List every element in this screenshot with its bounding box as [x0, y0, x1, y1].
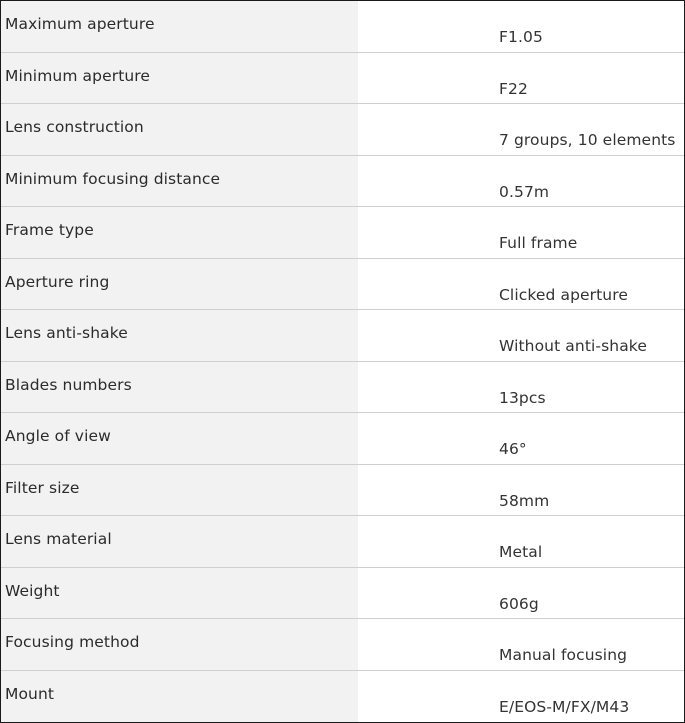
spec-label: Lens construction: [1, 104, 358, 156]
spec-value: 7 groups, 10 elements: [358, 104, 684, 156]
spec-label: Minimum aperture: [1, 53, 358, 105]
spec-label: Lens material: [1, 516, 358, 568]
spec-value: F1.05: [358, 1, 684, 53]
spec-label: Mount: [1, 671, 358, 723]
spec-value: Clicked aperture: [358, 259, 684, 311]
spec-label: Minimum focusing distance: [1, 156, 358, 208]
spec-value: E/EOS-M/FX/M43: [358, 671, 684, 723]
spec-label: Filter size: [1, 465, 358, 517]
spec-label: Lens anti-shake: [1, 310, 358, 362]
spec-value: Without anti-shake: [358, 310, 684, 362]
spec-value: 46°: [358, 413, 684, 465]
spec-value: 13pcs: [358, 362, 684, 414]
spec-value: 58mm: [358, 465, 684, 517]
spec-label: Angle of view: [1, 413, 358, 465]
spec-value: 606g: [358, 568, 684, 620]
spec-value: Metal: [358, 516, 684, 568]
spec-label: Focusing method: [1, 619, 358, 671]
spec-label: Frame type: [1, 207, 358, 259]
spec-value: F22: [358, 53, 684, 105]
spec-label: Weight: [1, 568, 358, 620]
spec-value: Full frame: [358, 207, 684, 259]
spec-label: Aperture ring: [1, 259, 358, 311]
spec-value: Manual focusing: [358, 619, 684, 671]
spec-label: Blades numbers: [1, 362, 358, 414]
spec-label: Maximum aperture: [1, 1, 358, 53]
spec-value: 0.57m: [358, 156, 684, 208]
